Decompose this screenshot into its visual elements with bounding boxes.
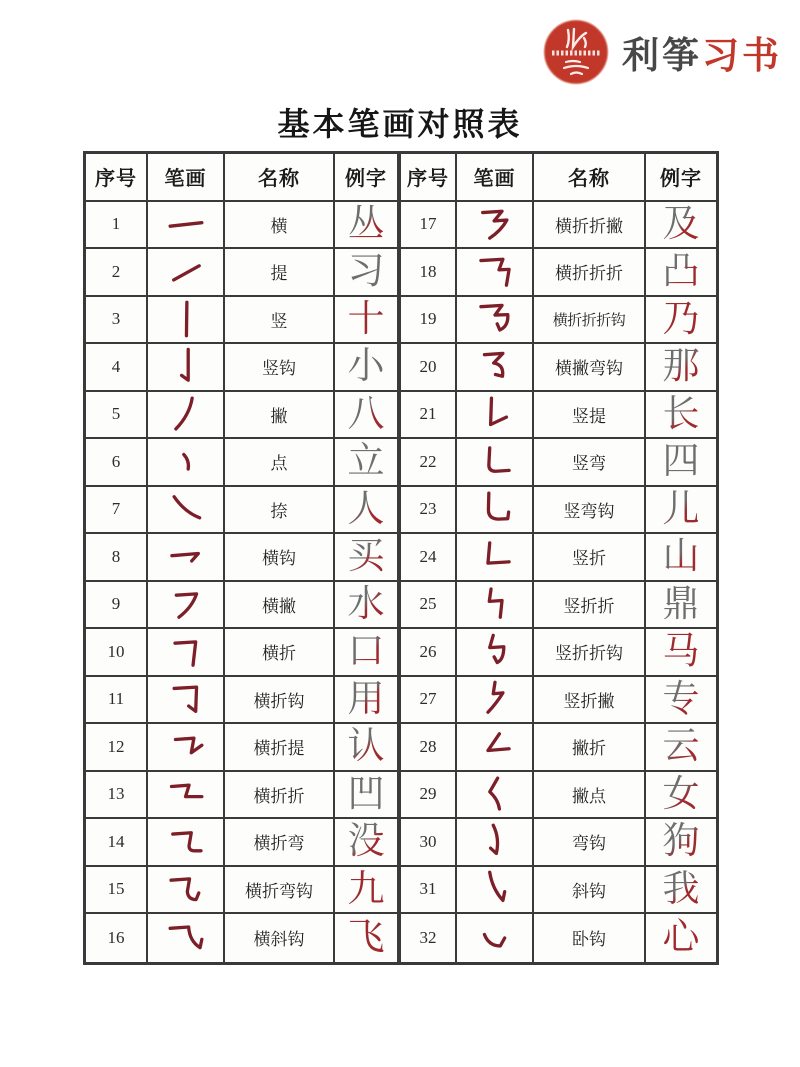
- stroke-glyph-icon: [148, 867, 225, 915]
- stroke-name: 撇折: [534, 724, 646, 772]
- row-number: 5: [86, 392, 148, 440]
- example-char: 狗: [646, 819, 716, 867]
- stroke-name: 横撇: [225, 582, 335, 630]
- row-number: 4: [86, 344, 148, 392]
- stroke-glyph-icon: [148, 534, 225, 582]
- example-char: 长: [646, 392, 716, 440]
- row-number: 10: [86, 629, 148, 677]
- stroke-glyph-icon: [457, 392, 534, 440]
- row-number: 3: [86, 297, 148, 345]
- example-char: 没: [335, 819, 399, 867]
- example-char: 水: [335, 582, 399, 630]
- stroke-glyph-icon: [148, 819, 225, 867]
- stroke-glyph-icon: [457, 629, 534, 677]
- example-char: 飞: [335, 914, 399, 962]
- stroke-glyph-icon: [148, 439, 225, 487]
- stroke-glyph-icon: [148, 629, 225, 677]
- stroke-name: 竖钩: [225, 344, 335, 392]
- column-header: 名称: [225, 154, 335, 202]
- example-char: 立: [335, 439, 399, 487]
- stroke-name: 斜钩: [534, 867, 646, 915]
- stroke-glyph-icon: [457, 819, 534, 867]
- row-number: 2: [86, 249, 148, 297]
- stroke-name: 撇点: [534, 772, 646, 820]
- row-number: 8: [86, 534, 148, 582]
- column-header: 序号: [86, 154, 148, 202]
- stroke-name: 竖提: [534, 392, 646, 440]
- example-char: 用: [335, 677, 399, 725]
- stroke-glyph-icon: [457, 582, 534, 630]
- column-header: 笔画: [457, 154, 534, 202]
- row-number: 23: [399, 487, 457, 535]
- row-number: 32: [399, 914, 457, 962]
- example-char: 十: [335, 297, 399, 345]
- seal-icon: [540, 16, 612, 88]
- stroke-name: 横折折折钩: [534, 297, 646, 345]
- example-char: 九: [335, 867, 399, 915]
- stroke-glyph-icon: [457, 724, 534, 772]
- stroke-name: 弯钩: [534, 819, 646, 867]
- row-number: 26: [399, 629, 457, 677]
- row-number: 16: [86, 914, 148, 962]
- row-number: 15: [86, 867, 148, 915]
- stroke-glyph-icon: [148, 297, 225, 345]
- stroke-name: 横斜钩: [225, 914, 335, 962]
- stroke-name: 横: [225, 202, 335, 250]
- row-number: 1: [86, 202, 148, 250]
- row-number: 21: [399, 392, 457, 440]
- example-char: 认: [335, 724, 399, 772]
- example-char: 云: [646, 724, 716, 772]
- column-header: 笔画: [148, 154, 225, 202]
- row-number: 18: [399, 249, 457, 297]
- example-char: 买: [335, 534, 399, 582]
- stroke-name: 横折折折: [534, 249, 646, 297]
- example-char: 那: [646, 344, 716, 392]
- example-char: 人: [335, 487, 399, 535]
- stroke-glyph-icon: [457, 344, 534, 392]
- row-number: 24: [399, 534, 457, 582]
- brand-logo: [540, 16, 782, 88]
- example-char: 乃: [646, 297, 716, 345]
- page-title: 基本笔画对照表: [277, 106, 523, 142]
- stroke-name: 横折弯: [225, 819, 335, 867]
- stroke-glyph-icon: [148, 392, 225, 440]
- stroke-name: 横折: [225, 629, 335, 677]
- stroke-glyph-icon: [148, 202, 225, 250]
- column-header: 例字: [646, 154, 716, 202]
- row-number: 14: [86, 819, 148, 867]
- stroke-name: 竖折撇: [534, 677, 646, 725]
- stroke-glyph-icon: [457, 534, 534, 582]
- row-number: 9: [86, 582, 148, 630]
- row-number: 20: [399, 344, 457, 392]
- stroke-glyph-icon: [148, 582, 225, 630]
- stroke-name: 竖弯: [534, 439, 646, 487]
- stroke-name: 横折钩: [225, 677, 335, 725]
- stroke-name: 提: [225, 249, 335, 297]
- example-char: 马: [646, 629, 716, 677]
- example-char: 凸: [646, 249, 716, 297]
- row-number: 12: [86, 724, 148, 772]
- example-char: 口: [335, 629, 399, 677]
- stroke-name: 撇: [225, 392, 335, 440]
- example-char: 心: [646, 914, 716, 962]
- stroke-glyph-icon: [457, 677, 534, 725]
- column-header: 例字: [335, 154, 399, 202]
- row-number: 13: [86, 772, 148, 820]
- brand-name-dark: 利筝: [622, 36, 702, 77]
- stroke-glyph-icon: [148, 249, 225, 297]
- stroke-glyph-icon: [457, 867, 534, 915]
- row-number: 29: [399, 772, 457, 820]
- row-number: 31: [399, 867, 457, 915]
- example-char: 四: [646, 439, 716, 487]
- row-number: 17: [399, 202, 457, 250]
- stroke-glyph-icon: [148, 772, 225, 820]
- stroke-glyph-icon: [457, 914, 534, 962]
- stroke-name: 竖折折钩: [534, 629, 646, 677]
- column-header: 序号: [399, 154, 457, 202]
- example-char: 儿: [646, 487, 716, 535]
- row-number: 27: [399, 677, 457, 725]
- stroke-name: 捺: [225, 487, 335, 535]
- stroke-glyph-icon: [457, 249, 534, 297]
- stroke-glyph-icon: [457, 487, 534, 535]
- example-char: 我: [646, 867, 716, 915]
- stroke-glyph-icon: [148, 914, 225, 962]
- stroke-glyph-icon: [457, 772, 534, 820]
- stroke-glyph-icon: [148, 344, 225, 392]
- brand-name-red: 习书: [702, 36, 782, 77]
- brand-name: [622, 25, 782, 79]
- stroke-name: 横撇弯钩: [534, 344, 646, 392]
- example-char: 凹: [335, 772, 399, 820]
- stroke-glyph-icon: [148, 724, 225, 772]
- example-char: 专: [646, 677, 716, 725]
- stroke-name: 横折弯钩: [225, 867, 335, 915]
- row-number: 6: [86, 439, 148, 487]
- row-number: 25: [399, 582, 457, 630]
- example-char: 女: [646, 772, 716, 820]
- stroke-name: 点: [225, 439, 335, 487]
- stroke-table: [83, 151, 719, 965]
- example-char: 鼎: [646, 582, 716, 630]
- column-header: 名称: [534, 154, 646, 202]
- stroke-glyph-icon: [457, 202, 534, 250]
- example-char: 小: [335, 344, 399, 392]
- stroke-name: 竖: [225, 297, 335, 345]
- stroke-name: 竖折折: [534, 582, 646, 630]
- stroke-glyph-icon: [457, 439, 534, 487]
- stroke-name: 横折提: [225, 724, 335, 772]
- row-number: 19: [399, 297, 457, 345]
- row-number: 30: [399, 819, 457, 867]
- stroke-name: 竖弯钩: [534, 487, 646, 535]
- row-number: 28: [399, 724, 457, 772]
- stroke-glyph-icon: [457, 297, 534, 345]
- stroke-glyph-icon: [148, 487, 225, 535]
- row-number: 11: [86, 677, 148, 725]
- example-char: 及: [646, 202, 716, 250]
- stroke-name: 横折折撇: [534, 202, 646, 250]
- example-char: 八: [335, 392, 399, 440]
- stroke-glyph-icon: [148, 677, 225, 725]
- example-char: 丛: [335, 202, 399, 250]
- stroke-name: 竖折: [534, 534, 646, 582]
- example-char: 习: [335, 249, 399, 297]
- stroke-name: 卧钩: [534, 914, 646, 962]
- stroke-name: 横折折: [225, 772, 335, 820]
- row-number: 22: [399, 439, 457, 487]
- row-number: 7: [86, 487, 148, 535]
- example-char: 山: [646, 534, 716, 582]
- stroke-name: 横钩: [225, 534, 335, 582]
